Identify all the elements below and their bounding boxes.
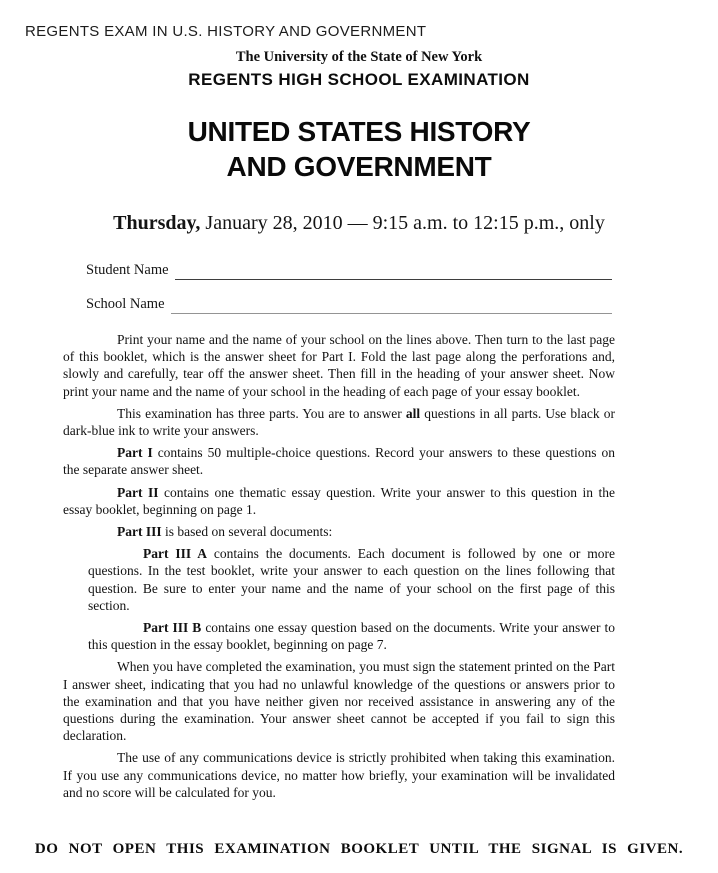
text-run: contains one essay question based on the documents. Write your answer to this question in the essay booklet, beginning on page 7. <box>88 620 615 653</box>
paragraph-part-i <box>63 444 615 478</box>
text-run: The use of any communications device is strictly prohibited when taking this examination. If you use any communications device, no matter how briefly, your examination will be invalidated and no score will be calculated for you. <box>63 750 615 800</box>
text-run: This examination has three parts. You are to answer <box>117 405 406 421</box>
paragraph-device-policy <box>63 749 615 801</box>
schedule-datetime: January 28, 2010 — 9:15 a.m. to 12:15 p.m., only <box>200 212 605 234</box>
do-not-open-warning: DO NOT OPEN THIS EXAMINATION BOOKLET UNTIL THE SIGNAL IS GIVEN. <box>34 841 684 857</box>
text-run-bold: all <box>405 405 421 421</box>
school-name-blank-line <box>171 294 612 314</box>
paragraph-print-name <box>63 331 615 400</box>
paragraph-part-ii <box>63 484 615 518</box>
paragraph-part-iii-b <box>88 619 615 653</box>
part-iii-label: Part III <box>117 524 162 540</box>
text-run: is based on several documents: <box>161 524 333 540</box>
text-run: contains 50 multiple-choice questions. Record your answers to these questions on the separate answer sheet. <box>63 445 615 478</box>
regents-heading: REGENTS HIGH SCHOOL EXAMINATION <box>188 70 530 89</box>
paragraph-three-parts <box>63 405 615 439</box>
text-run: contains the documents. Each document is followed by one or more questions. In the test booklet, write your answer to each question on the lines following that question. Be sure to enter your name and the name of your school on the first page of this section. <box>88 546 616 613</box>
school-name-row <box>86 294 612 314</box>
part-ii-label: Part II <box>117 484 159 500</box>
student-name-blank-line <box>175 260 612 280</box>
exam-schedule <box>0 212 718 235</box>
part-iii-a-label: Part III A <box>143 546 207 562</box>
text-run: Print your name and the name of your school on the lines above. Then turn to the last page of this booklet, which is the answer sheet for Part I. Fold the last page along the perforations and, slowly and carefully, tear off the answer sheet. Then fill in the heading of your answer sheet. Now print your name and the name of your school in the heading of each page of your essay booklet. <box>63 332 615 399</box>
instructions <box>63 331 615 806</box>
schedule-day: Thursday, <box>113 212 201 234</box>
text-run: contains one thematic essay question. Write your answer to this question in the essay booklet, beginning on page 1. <box>63 484 615 517</box>
school-name-label: School Name <box>86 296 165 312</box>
paragraph-signature-declaration <box>63 658 615 744</box>
exam-title-line2: AND GOVERNMENT <box>226 151 492 182</box>
exam-title <box>0 114 718 184</box>
exam-series-label: REGENTS EXAM IN U.S. HISTORY AND GOVERNMENT <box>25 23 427 40</box>
part-i-label: Part I <box>117 445 153 461</box>
text-run: When you have completed the examination, you must sign the statement printed on the Part I answer sheet, indicating that you had no unlawful knowledge of the questions or answers prior to the examination and that you have neither given nor received assistance in answering any of the questions during the examination. Your answer sheet cannot be accepted if you fail to sign this declaration. <box>63 659 615 744</box>
paragraph-part-iii <box>63 523 615 540</box>
part-iii-b-label: Part III B <box>143 620 202 636</box>
university-line: The University of the State of New York <box>235 49 483 65</box>
exam-title-line1: UNITED STATES HISTORY <box>187 116 531 147</box>
student-name-row <box>86 260 612 280</box>
paragraph-part-iii-a <box>88 545 615 614</box>
text-run: questions in all parts. Use black or dark-blue ink to write your answers. <box>63 405 615 439</box>
student-name-label: Student Name <box>86 262 169 278</box>
